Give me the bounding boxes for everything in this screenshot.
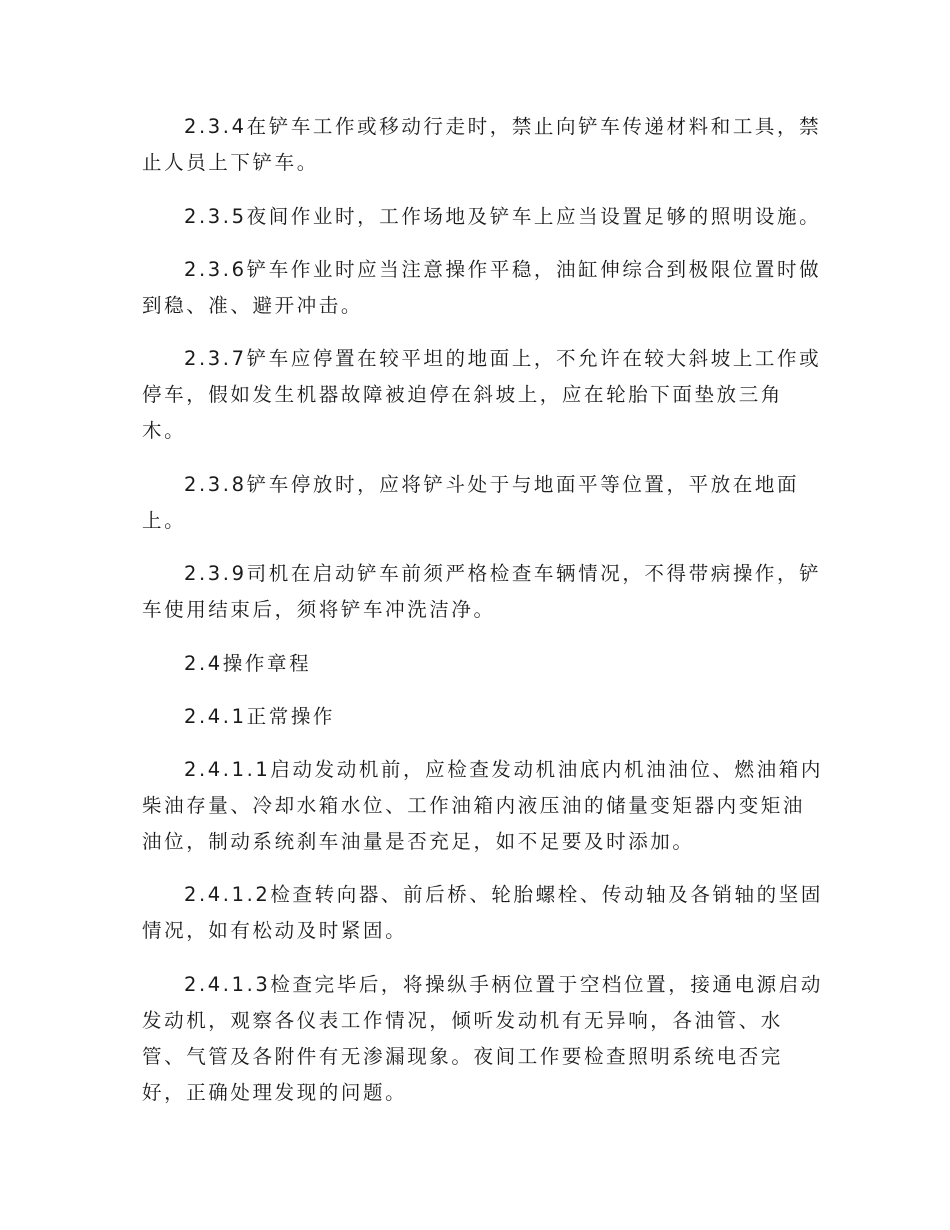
paragraph-2-4-1-3 <box>142 967 823 1111</box>
text-line: 2.4操作章程 <box>184 652 312 675</box>
paragraph-2-3-7 <box>142 341 822 449</box>
text-line: 止人员上下铲车。 <box>142 151 319 174</box>
text-line: 2.3.6铲车作业时应当注意操作平稳，油缸伸综合到极限位置时做 <box>184 258 822 281</box>
text-line: 2.4.1.1启动发动机前，应检查发动机油底内机油油位、燃油箱内 <box>184 758 823 781</box>
paragraph-2-4-1-2 <box>142 877 823 949</box>
text-line: 车使用结束后，须将铲车冲洗洁净。 <box>142 598 496 621</box>
text-line: 2.3.5夜间作业时，工作场地及铲车上应当设置足够的照明设施。 <box>184 205 822 228</box>
text-line: 2.3.8铲车停放时，应将铲斗处于与地面平等位置，平放在地面 <box>184 473 800 496</box>
text-line: 2.4.1.2检查转向器、前后桥、轮胎螺栓、传动轴及各销轴的坚固 <box>184 883 823 906</box>
text-line: 柴油存量、冷却水箱水位、工作油箱内液压油的储量变矩器内变矩油 <box>142 794 806 817</box>
section-heading-2-4-1 <box>142 699 814 735</box>
text-line: 油位，制动系统刹车油量是否充足，如不足要及时添加。 <box>142 830 695 853</box>
paragraph-2-3-8 <box>142 467 814 539</box>
text-line: 2.4.1.3检查完毕后，将操纵手柄位置于空档位置，接通电源启动 <box>184 973 823 996</box>
text-line: 停车，假如发生机器故障被迫停在斜坡上，应在轮胎下面垫放三角 <box>142 383 783 406</box>
section-heading-2-4 <box>142 646 814 682</box>
paragraph-2-3-6 <box>142 252 822 324</box>
paragraph-2-3-4 <box>142 109 822 181</box>
paragraph-2-3-5 <box>142 199 822 235</box>
text-line: 2.3.7铲车应停置在较平坦的地面上，不允许在较大斜坡上工作或 <box>184 347 822 370</box>
text-line: 上。 <box>142 509 187 532</box>
text-line: 木。 <box>142 419 187 442</box>
text-line: 发动机，观察各仪表工作情况，倾听发动机有无异响，各油管、水 <box>142 1009 783 1032</box>
paragraph-2-3-9 <box>142 556 822 628</box>
text-line: 管、气管及各附件有无渗漏现象。夜间工作要检查照明系统电否完 <box>142 1045 783 1068</box>
text-line: 情况，如有松动及时紧固。 <box>142 919 408 942</box>
text-line: 2.4.1正常操作 <box>184 705 336 728</box>
text-line: 2.3.9司机在启动铲车前须严格检查车辆情况，不得带病操作，铲 <box>184 562 822 585</box>
text-line: 好，正确处理发现的问题。 <box>142 1081 408 1104</box>
text-line: 到稳、准、避开冲击。 <box>142 294 364 317</box>
paragraph-2-4-1-1 <box>142 752 823 860</box>
text-line: 2.3.4在铲车工作或移动行走时，禁止向铲车传递材料和工具，禁 <box>184 115 822 138</box>
